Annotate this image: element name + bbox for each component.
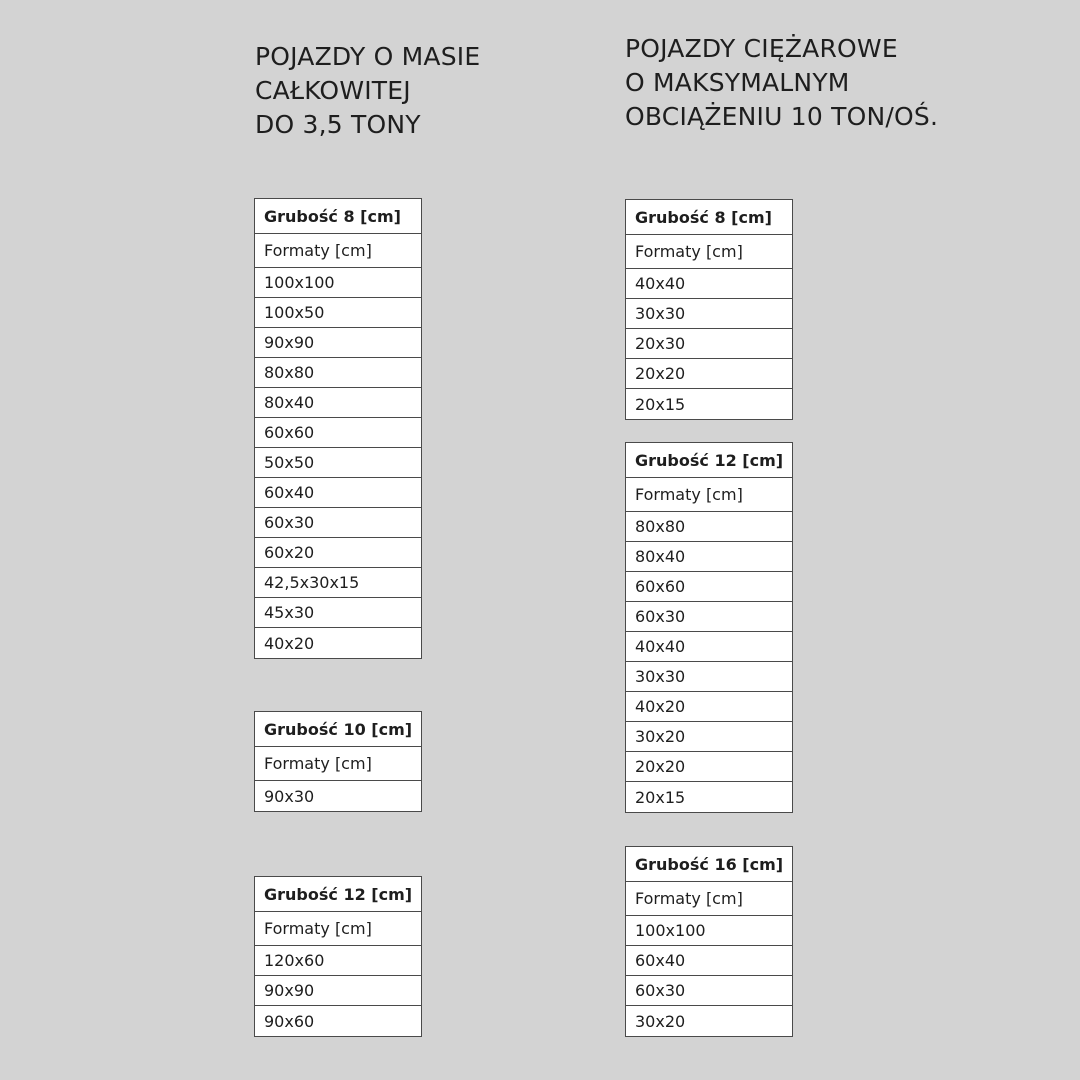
table-row: 40x40 [626, 632, 792, 662]
table-row: 60x30 [255, 508, 421, 538]
right-thickness-12-table [625, 442, 793, 813]
table-row: 60x30 [626, 976, 792, 1006]
heading-line: CAŁKOWITEJ [255, 76, 411, 105]
heading-line: DO 3,5 TONY [255, 110, 421, 139]
table-row: 40x20 [264, 633, 315, 653]
heading-line: POJAZDY CIĘŻAROWE [625, 34, 898, 63]
table-row: 80x80 [255, 358, 421, 388]
table-row: 30x30 [626, 662, 792, 692]
table-row: 80x80 [626, 512, 792, 542]
table-row: 50x50 [255, 448, 421, 478]
table-row: 90x30 [264, 786, 315, 806]
table-row: 20x30 [626, 329, 792, 359]
heading-line: POJAZDY O MASIE [255, 42, 481, 71]
table-title: Grubość 12 [cm] [255, 877, 421, 912]
table-row: 80x40 [626, 542, 792, 572]
table-row: 30x20 [626, 722, 792, 752]
table-row: 100x100 [626, 916, 792, 946]
table-row: 20x20 [626, 752, 792, 782]
table-row: 90x60 [264, 1011, 315, 1031]
table-subheader: Formaty [cm] [626, 882, 792, 916]
table-row: 100x50 [255, 298, 421, 328]
table-row: 90x90 [255, 976, 421, 1006]
table-row: 42,5x30x15 [255, 568, 421, 598]
table-subheader: Formaty [cm] [626, 478, 792, 512]
table-title: Grubość 8 [cm] [255, 199, 421, 234]
table-row: 40x20 [626, 692, 792, 722]
heading-line: OBCIĄŻENIU 10 TON/OŚ. [625, 102, 939, 131]
left-thickness-10-table [254, 711, 422, 812]
heading-line: O MAKSYMALNYM [625, 68, 850, 97]
table-row: 60x60 [255, 418, 421, 448]
table-title: Grubość 12 [cm] [626, 443, 792, 478]
table-subheader: Formaty [cm] [255, 747, 421, 781]
left-thickness-8-table [254, 198, 422, 659]
right-thickness-16-table [625, 846, 793, 1037]
right-thickness-8-table [625, 199, 793, 420]
table-row: 60x60 [626, 572, 792, 602]
table-row: 60x20 [255, 538, 421, 568]
right-column-heading [625, 32, 938, 134]
table-row: 120x60 [255, 946, 421, 976]
table-row: 45x30 [255, 598, 421, 628]
left-thickness-12-table [254, 876, 422, 1037]
left-column-heading [255, 40, 480, 142]
table-row: 60x40 [255, 478, 421, 508]
table-row: 60x30 [626, 602, 792, 632]
table-title: Grubość 10 [cm] [255, 712, 421, 747]
table-row: 100x100 [255, 268, 421, 298]
table-row: 60x40 [626, 946, 792, 976]
table-row: 90x90 [255, 328, 421, 358]
table-row: 30x30 [626, 299, 792, 329]
table-subheader: Formaty [cm] [255, 912, 421, 946]
table-row: 30x20 [635, 1011, 686, 1031]
table-subheader: Formaty [cm] [626, 235, 792, 269]
table-title: Grubość 16 [cm] [626, 847, 792, 882]
table-row: 20x20 [626, 359, 792, 389]
table-row: 20x15 [635, 787, 686, 807]
table-subheader: Formaty [cm] [255, 234, 421, 268]
table-title: Grubość 8 [cm] [626, 200, 792, 235]
table-row: 80x40 [255, 388, 421, 418]
table-row: 20x15 [635, 394, 686, 414]
table-row: 40x40 [626, 269, 792, 299]
